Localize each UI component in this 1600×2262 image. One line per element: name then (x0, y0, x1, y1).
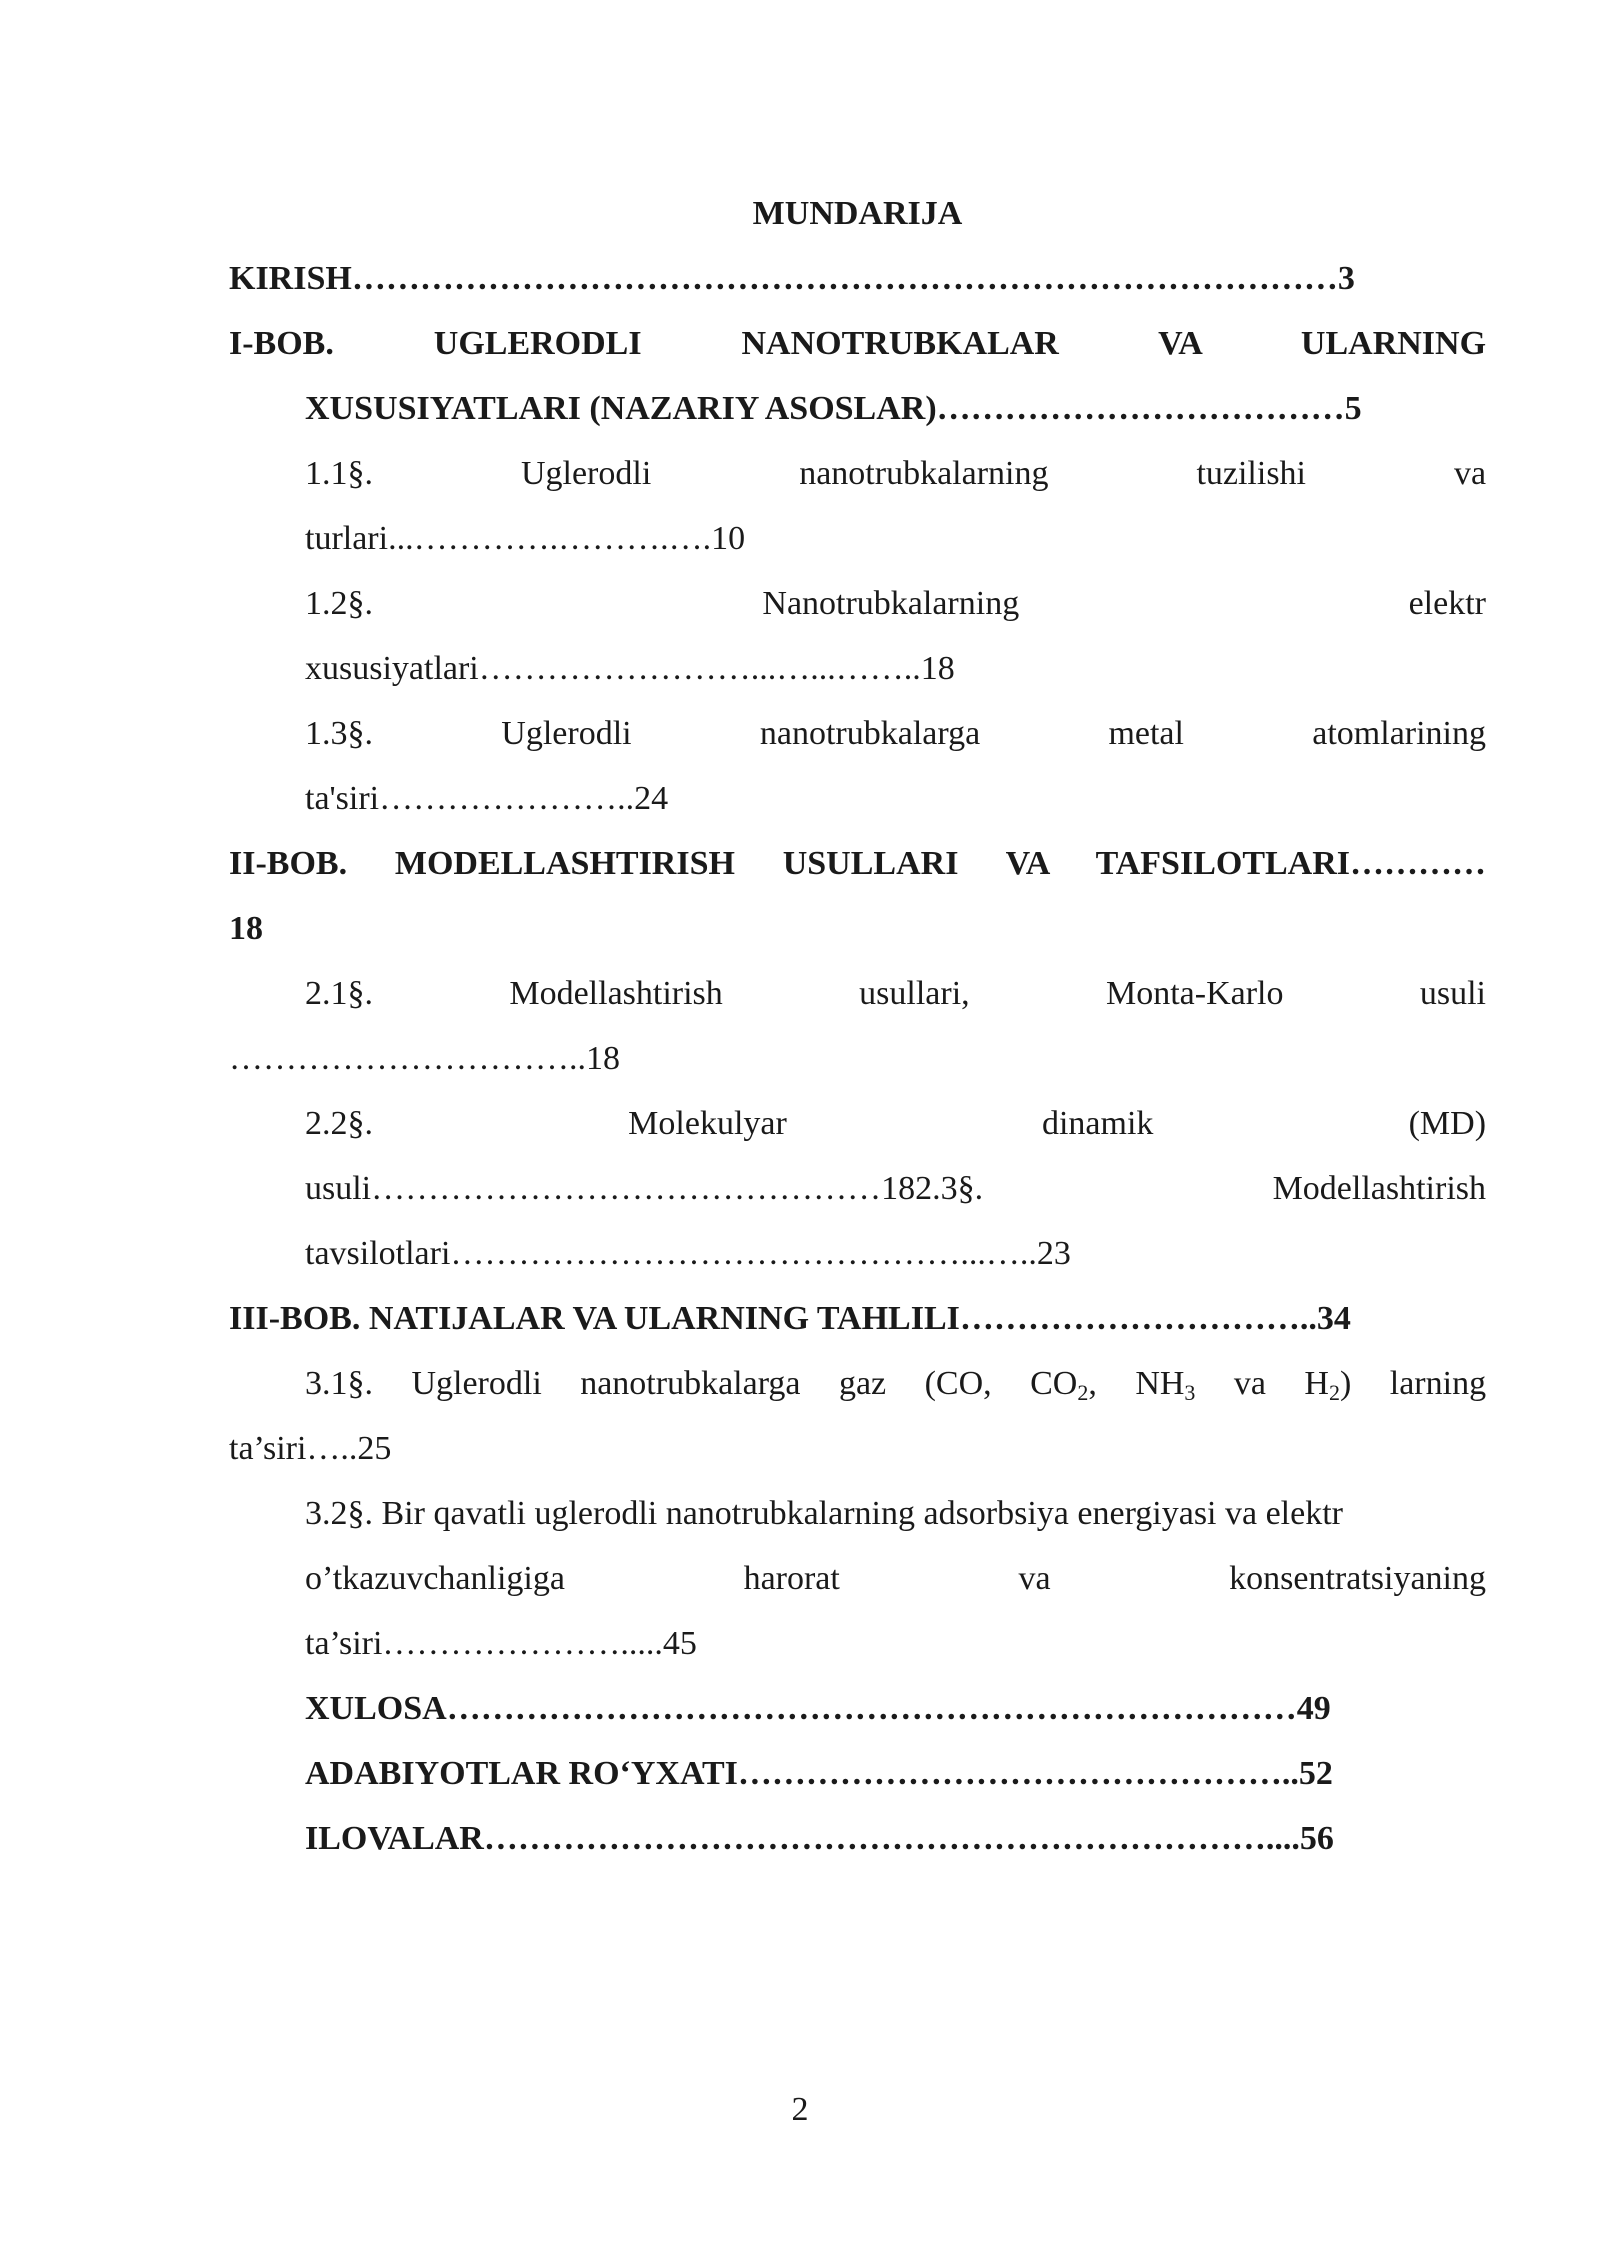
toc-entry-kirish: KIRISH……………………………………………………………………………3 (229, 260, 1355, 297)
toc-entry-3-1-line2: ta’siri…..25 (229, 1430, 392, 1467)
toc-entry-2-2-line1: 2.2§. Molekulyar dinamik (MD) (305, 1105, 1486, 1142)
toc-entry-1-3-line2: ta'siri…………………..24 (305, 780, 669, 817)
toc-entry-3-1-line1: 3.1§. Uglerodli nanotrubkalarga gaz (CO, $CO_2$, $NH_3$ va $H_2$) larning (305, 1365, 1486, 1405)
toc-entry-1-1-line1: 1.1§. Uglerodli nanotrubkalarning tuzilishi va (305, 455, 1486, 492)
toc-entry-adabiyotlar: ADABIYOTLAR RO‘YXATI…………………………………………..52 (305, 1755, 1333, 1792)
toc-title: MUNDARIJA (752, 195, 963, 232)
toc-entry-chapter-1-line1: I-BOB. UGLERODLI NANOTRUBKALAR VA ULARNING (229, 325, 1486, 362)
toc-entry-2-2-line2: usuli………………………………………182.3§. Modellashtirish (305, 1170, 1486, 1207)
page-number: 2 (791, 2091, 809, 2128)
toc-entry-chapter-2-line2: 18 (229, 910, 263, 947)
toc-entry-chapter-2-line1: II-BOB. MODELLASHTIRISH USULLARI VA TAFSILOTLARI………… (229, 845, 1486, 882)
toc-entry-3-2-line1: 3.2§. Bir qavatli uglerodli nanotrubkalarning adsorbsiya energiyasi va elektr (305, 1495, 1343, 1532)
toc-entry-chapter-1-line2: XUSUSIYATLARI (NAZARIY ASOSLAR)………………………………5 (305, 390, 1362, 427)
toc-entry-1-3-line1: 1.3§. Uglerodli nanotrubkalarga metal atomlarining (305, 715, 1486, 752)
toc-entry-3-2-line3: ta’siri………………….....45 (305, 1625, 697, 1662)
toc-entry-2-1-line2: …………………………..18 (229, 1040, 620, 1077)
toc-entry-3-2-line2: o’tkazuvchanligiga harorat va konsentratsiyaning (305, 1560, 1486, 1597)
toc-entry-xulosa: XULOSA…………………………………………………………………49 (305, 1690, 1331, 1727)
toc-entry-1-2-line2: xususiyatlari……………………...…...……..18 (305, 650, 955, 687)
toc-entry-ilovalar: ILOVALAR……………………………………………………………....56 (305, 1820, 1334, 1857)
toc-entry-1-2-line1: 1.2§. Nanotrubkalarning elektr (305, 585, 1486, 622)
toc-entry-2-1-line1: 2.1§. Modellashtirish usullari, Monta-Karlo usuli (305, 975, 1486, 1012)
toc-entry-2-3-line: tavsilotlari………………………………………...…..23 (305, 1235, 1071, 1272)
toc-entry-chapter-3: III-BOB. NATIJALAR VA ULARNING TAHLILI…………………………..34 (229, 1300, 1351, 1337)
toc-entry-1-1-line2: turlari...………….……….….10 (305, 520, 746, 557)
